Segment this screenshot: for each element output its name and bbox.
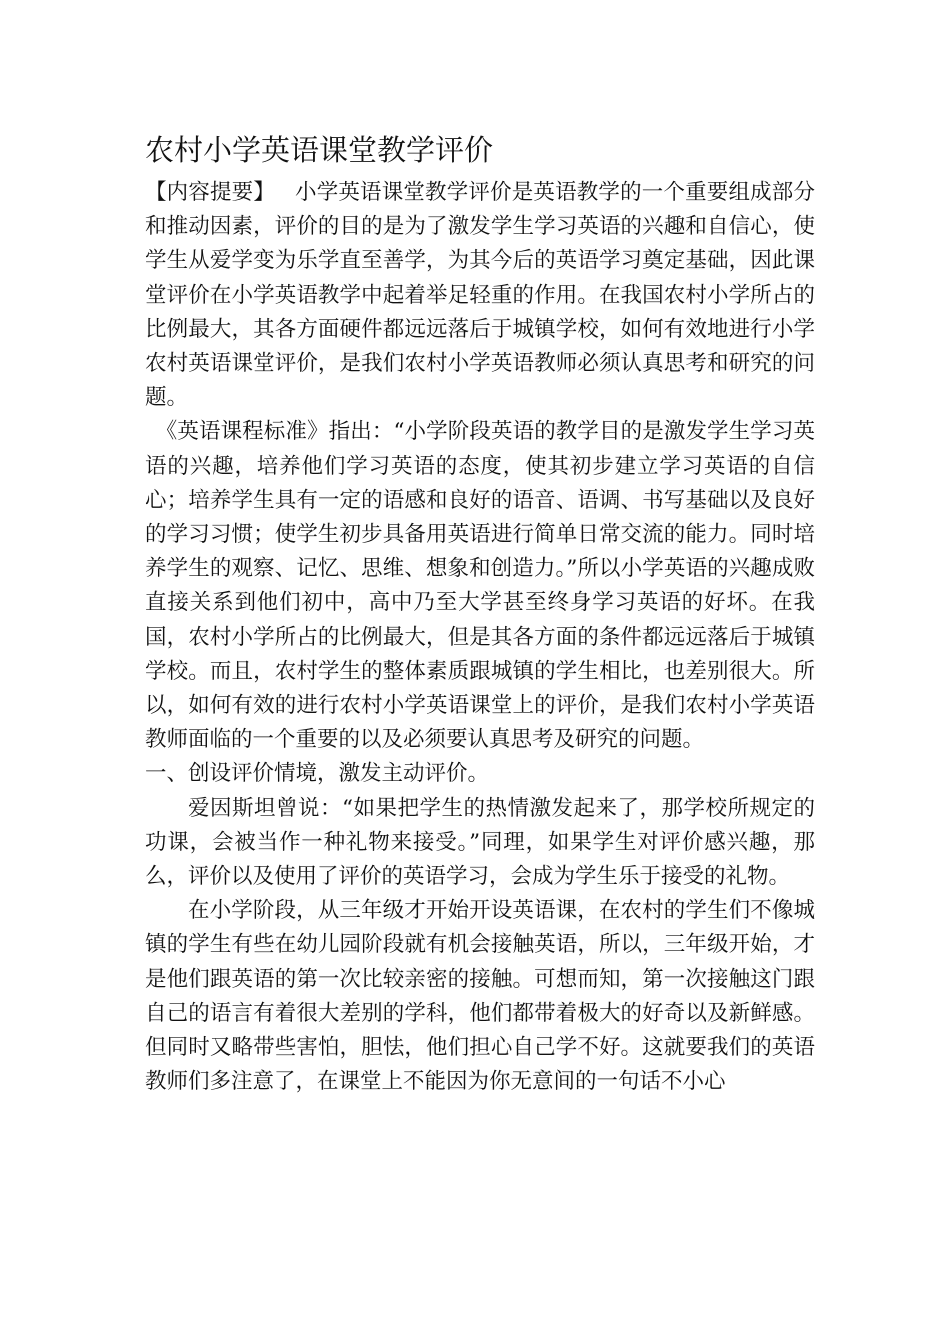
abstract-label: 【内容提要】 xyxy=(145,180,276,205)
abstract-text: 小学英语课堂教学评价是英语教学的一个重要组成部分和推动因素，评价的目的是为了激发学生学习英语的兴趣和自信心，使学生从爱学变为乐学直至善学，为其今后的英语学习奠定基础，因此课堂评价在小学英语教学中起着举足轻重的作用。在我国农村小学所占的比例最大，其各方面硬件都远远落后于城镇学校，如何有效地进行小学农村英语课堂评价，是我们农村小学英语教师必须认真思考和研究的问题。 xyxy=(145,180,815,411)
document-page xyxy=(145,130,815,1099)
section1-paragraph-1: 爱因斯坦曾说：“如果把学生的热情激发起来了，那学校所规定的功课，会被当作一种礼物来接受。”同理，如果学生对评价感兴趣，那么，评价以及使用了评价的英语学习，会成为学生乐于接受的礼物。 xyxy=(145,795,815,890)
section-heading-1: 一、创设评价情境，激发主动评价。 xyxy=(145,761,490,787)
document-title: 农村小学英语课堂教学评价 xyxy=(145,133,494,167)
body-paragraph-1: 《英语课程标准》指出：“小学阶段英语的教学目的是激发学生学习英语的兴趣，培养他们学习英语的态度，使其初步建立学习英语的自信心；培养学生具有一定的语感和良好的语音、语调、书写基础以及良好的学习习惯；使学生初步具备用英语进行简单日常交流的能力。同时培养学生的观察、记忆、思维、想象和创造力。”所以小学英语的兴趣成败直接关系到他们初中，高中乃至大学甚至终身学习英语的好坏。在我国，农村小学所占的比例最大，但是其各方面的条件都远远落后于城镇学校。而且，农村学生的整体素质跟城镇的学生相比，也差别很大。所以，如何有效的进行农村小学英语课堂上的评价，是我们农村小学英语教师面临的一个重要的以及必须要认真思考及研究的问题。 xyxy=(145,419,815,753)
abstract-paragraph xyxy=(145,176,815,415)
section1-paragraph-2: 在小学阶段，从三年级才开始开设英语课，在农村的学生们不像城镇的学生有些在幼儿园阶段就有机会接触英语，所以，三年级开始，才是他们跟英语的第一次比较亲密的接触。可想而知，第一次接触这门跟自己的语言有着很大差别的学科，他们都带着极大的好奇以及新鲜感。但同时又略带些害怕，胆怯，他们担心自己学不好。这就要我们的英语教师们多注意了，在课堂上不能因为你无意间的一句话不小心 xyxy=(145,898,815,1095)
